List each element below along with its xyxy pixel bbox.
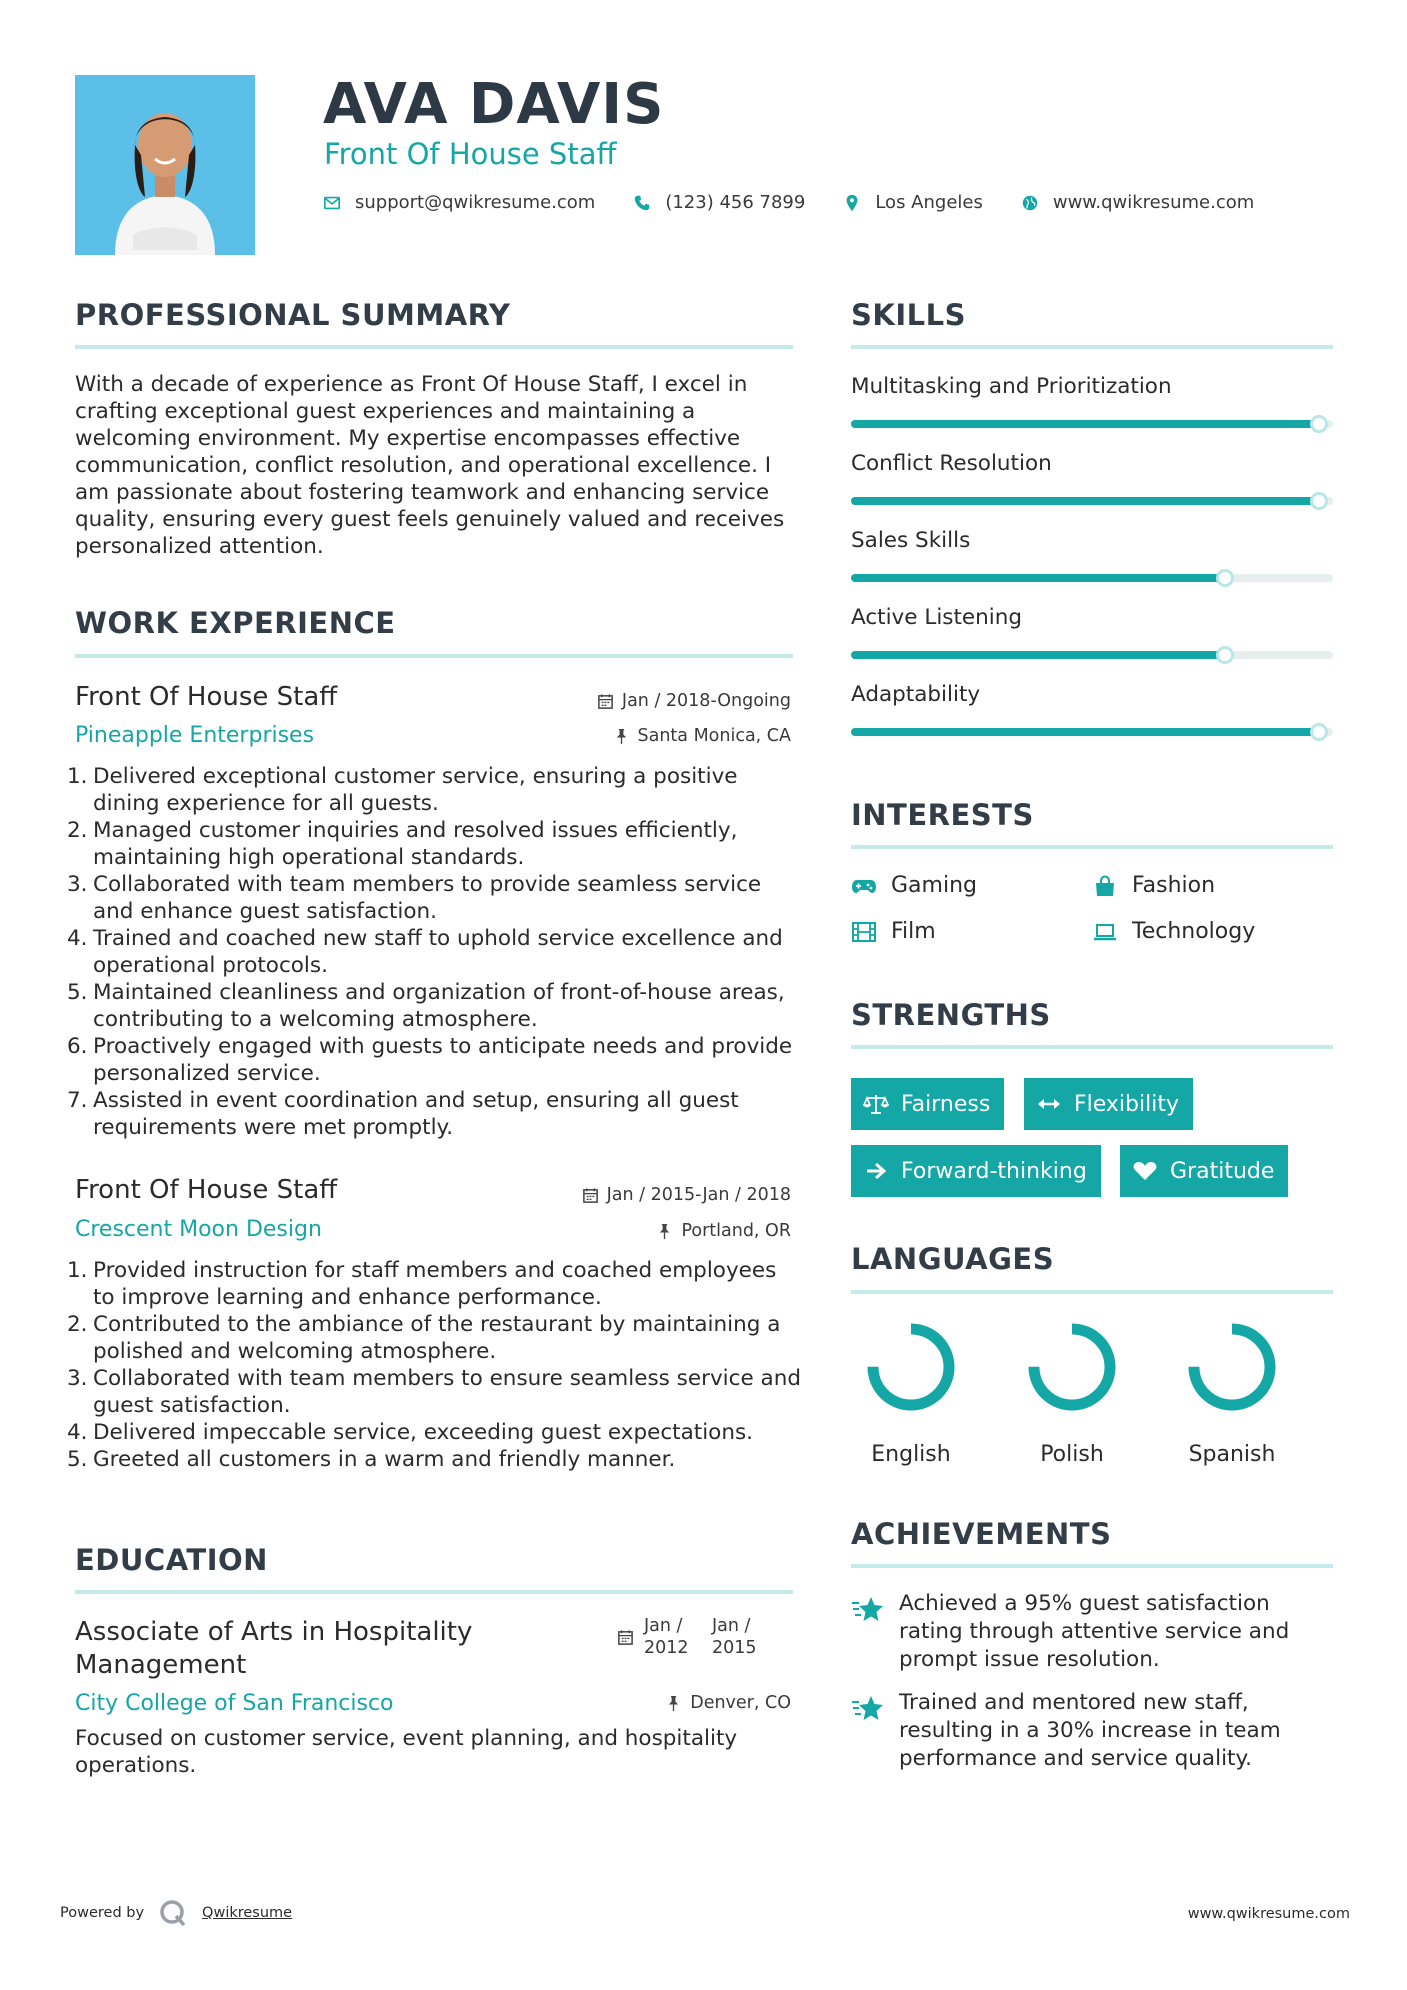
candidate-name: AVA DAVIS [323,72,665,137]
job-2-role: Front Of House Staff [75,1175,338,1205]
skill-label: Conflict Resolution [851,451,1052,476]
skill-bar-track [851,420,1333,428]
skill-label: Active Listening [851,605,1023,630]
skill-bar-knob [1310,415,1328,433]
job-1-dates-text: Jan / 2018-Ongoing [621,691,791,711]
interest-gaming: Gaming [851,872,977,900]
summary-text: With a decade of experience as Front Of House Staff, I excel in crafting exceptional guest experiences and maintaining a welcoming environment. My expertise encompasses effective communication, conflict resolution, and operational excellence. I am passionate about fostering teamwork and enhancing service quality, ensuring every guest feels genuinely valued and receives personalized attention. [75,372,785,559]
education-school: City College of San Francisco [75,1691,394,1716]
interest-film: Film [851,918,936,946]
qwikresume-logo-icon [158,1898,188,1928]
contact-location [843,192,983,213]
list-item: 4. Trained and coached new staff to uphold service excellence and operational protocols. [67,926,783,978]
language-level-ring [864,1320,958,1414]
skill-bar-track [851,574,1333,582]
language-level-ring [1025,1320,1119,1414]
skill-label: Multitasking and Prioritization [851,374,1172,399]
footer-url[interactable]: www.qwikresume.com [1187,1906,1350,1922]
language-label: Spanish [1188,1442,1276,1467]
laptop-icon [1092,921,1118,943]
interests-divider [851,845,1333,849]
skill-bar-fill [851,651,1225,659]
skills-heading: SKILLS [851,298,966,332]
website-text: www.qwikresume.com [1052,192,1255,213]
contact-bar [323,192,1254,213]
pin-icon [665,1695,682,1712]
skill-bar-track [851,497,1333,505]
list-item: 4. Delivered impeccable service, exceeding guest expectations. [67,1420,753,1445]
calendar-icon [582,1187,599,1204]
arrow-right-icon [863,1160,889,1182]
job-1-dates [597,690,791,712]
education-location-text: Denver, CO [690,1693,791,1713]
shopping-bag-icon [1092,875,1118,897]
pin-icon [656,1223,673,1240]
skill-label: Sales Skills [851,528,971,553]
job-1-role: Front Of House Staff [75,682,338,712]
language-item [1177,1320,1287,1468]
education-divider [75,1590,793,1594]
language-label: Polish [1040,1442,1104,1467]
pin-icon [613,728,630,745]
interest-technology: Technology [1092,918,1255,946]
education-degree: Associate of Arts in Hospitality Management [75,1617,473,1680]
language-level-arc [1194,1329,1270,1405]
list-item: 7. Assisted in event coordination and setup, ensuring all guest requirements were met promptly. [67,1088,739,1140]
arrows-horizontal-icon [1036,1093,1062,1115]
language-level-arc [873,1329,949,1405]
job-2-bullets [67,1257,802,1473]
gamepad-icon [851,875,877,897]
strengths-heading: STRENGTHS [851,998,1051,1032]
star-icon [851,1594,885,1626]
strength-flexibility: Flexibility [1024,1078,1193,1130]
languages-heading: LANGUAGES [851,1242,1055,1276]
calendar-icon [597,693,614,710]
skill-bar-fill [851,728,1319,736]
language-item [1017,1320,1127,1468]
skill-bar-track [851,651,1333,659]
language-item [856,1320,966,1468]
job-1-bullets [67,763,802,1141]
job-2-location [656,1220,791,1242]
strength-forward-thinking: Forward-thinking [851,1145,1101,1197]
list-item: 1. Delivered exceptional customer service, ensuring a positive dining experience for all guests. [67,764,738,816]
skill-bar-knob [1216,646,1234,664]
heart-icon [1132,1160,1158,1182]
envelope-icon [323,194,341,212]
achievements-divider [851,1564,1333,1568]
qwikresume-link[interactable]: Qwikresume [202,1905,293,1921]
achievement-1: Achieved a 95% guest satisfaction rating through attentive service and prompt issue resolution. [851,1590,1321,1674]
skills-divider [851,345,1333,349]
list-item: 5. Greeted all customers in a warm and friendly manner. [67,1447,676,1472]
calendar-icon [617,1629,634,1646]
strength-fairness: Fairness [851,1078,1004,1130]
skill-bar-knob [1216,569,1234,587]
language-level-arc [1034,1329,1110,1405]
film-icon [851,921,877,943]
list-item: 3. Collaborated with team members to provide seamless service and enhance guest satisfaction. [67,872,762,924]
job-2-dates [582,1184,791,1206]
achievement-2: Trained and mentored new staff, resulting in a 30% increase in team performance and service quality. [851,1689,1321,1773]
education-location [665,1692,791,1714]
skill-label: Adaptability [851,682,981,707]
contact-website[interactable] [1021,192,1254,213]
job-2-company: Crescent Moon Design [75,1217,322,1242]
job-1-location-text: Santa Monica, CA [637,726,791,746]
languages-divider [851,1290,1333,1294]
summary-divider [75,345,793,349]
list-item: 2. Contributed to the ambiance of the restaurant by maintaining a polished and welcoming atmosphere. [67,1312,781,1364]
list-item: 2. Managed customer inquiries and resolved issues efficiently, maintaining high operational standards. [67,818,738,870]
email-text: support@qwikresume.com [355,192,596,213]
education-dates [617,1615,770,1659]
education-end-date: Jan / 2015 [712,1616,757,1658]
skill-bar-knob [1310,492,1328,510]
skill-bar-fill [851,574,1225,582]
strength-gratitude: Gratitude [1120,1145,1288,1197]
list-item: 1. Provided instruction for staff members and coached employees to improve learning and enhance performance. [67,1258,777,1310]
contact-phone[interactable] [633,192,805,213]
job-1-location [613,725,792,747]
scale-icon [863,1093,889,1115]
contact-email[interactable] [323,192,595,213]
footer-powered-by [60,1898,292,1928]
experience-divider [75,654,793,658]
location-text: Los Angeles [875,192,983,213]
skill-bar-knob [1310,723,1328,741]
globe-icon [1021,194,1039,212]
interest-fashion: Fashion [1092,872,1215,900]
phone-icon [633,194,651,212]
list-item: 3. Collaborated with team members to ensure seamless service and guest satisfaction. [67,1366,801,1418]
star-icon [851,1693,885,1725]
job-2-location-text: Portland, OR [681,1221,791,1241]
strengths-divider [851,1045,1333,1049]
list-item: 5. Maintained cleanliness and organization of front-of-house areas, contributing to a welcoming atmosphere. [67,980,785,1032]
education-description: Focused on customer service, event planning, and hospitality operations. [75,1726,738,1778]
interests-heading: INTERESTS [851,798,1034,832]
list-item: 6. Proactively engaged with guests to anticipate needs and provide personalized service. [67,1034,793,1086]
skill-bar-fill [851,497,1319,505]
profile-photo [75,75,255,255]
education-start-date: Jan / 2012 [644,1616,689,1658]
powered-by-text: Powered by [60,1905,145,1921]
summary-heading: PROFESSIONAL SUMMARY [75,298,511,332]
profile-photo-illustration [75,75,255,255]
candidate-title: Front Of House Staff [324,137,617,171]
phone-text: (123) 456 7899 [665,192,806,213]
job-1-company: Pineapple Enterprises [75,723,315,748]
skill-bar-fill [851,420,1319,428]
achievements-heading: ACHIEVEMENTS [851,1517,1112,1551]
experience-heading: WORK EXPERIENCE [75,606,396,640]
language-level-ring [1185,1320,1279,1414]
skill-bar-track [851,728,1333,736]
language-label: English [871,1442,951,1467]
job-2-dates-text: Jan / 2015-Jan / 2018 [606,1185,791,1205]
map-marker-icon [843,194,861,212]
education-heading: EDUCATION [75,1543,268,1577]
